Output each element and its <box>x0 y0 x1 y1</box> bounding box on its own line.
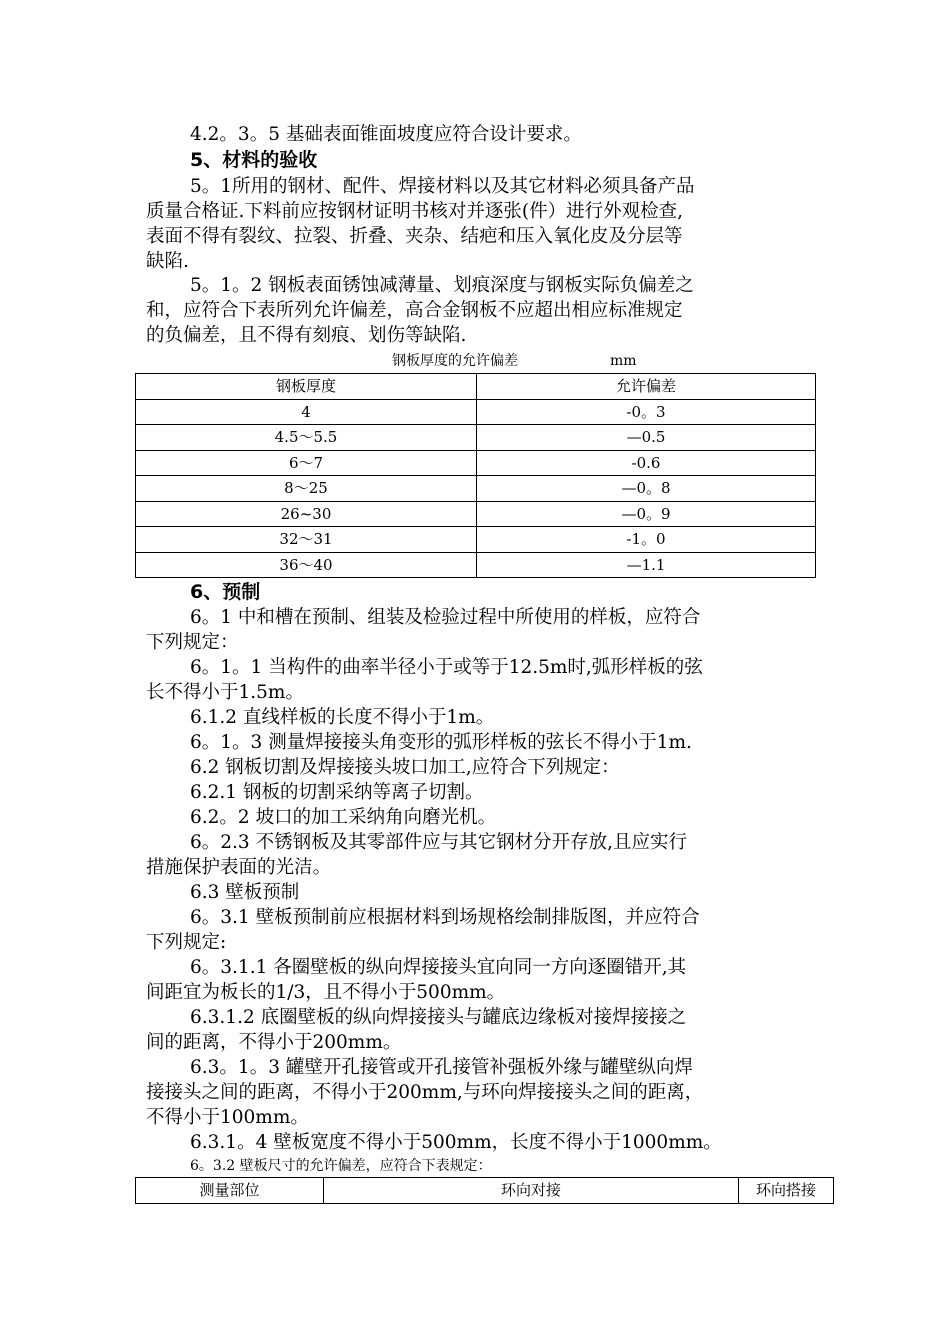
table-cell: 8～25 <box>136 476 477 502</box>
table-row <box>136 476 816 502</box>
table-cell: 32～31 <box>136 527 477 553</box>
table-cell: 26~30 <box>136 501 477 527</box>
para-6-3-1-2-line1: 6.3.1.2 底圈壁板的纵向焊接接头与罐底边缘板对接焊接接之 <box>190 1007 687 1028</box>
para-6-2-1: 6.2.1 钢板的切割采纳等离子切割。 <box>190 782 484 803</box>
table-row <box>136 552 816 578</box>
table-steel-plate-tolerance <box>135 373 816 578</box>
para-6-3-1-1-line1: 6。3.1.1 各圈壁板的纵向焊接接头宜向同一方向逐圈错开,其 <box>190 957 687 978</box>
table-cell: 4.5～5.5 <box>136 425 477 451</box>
para-6-1-2: 6.1.2 直线样板的长度不得小于1m。 <box>190 707 495 728</box>
para-4-2-3-5: 4.2。3。5 基础表面锥面坡度应符合设计要求。 <box>190 124 582 145</box>
table-header-cell: 允许偏差 <box>477 374 816 400</box>
para-6-3-1-3-line1: 6.3。1。3 罐壁开孔接管或开孔接管补强板外缘与罐壁纵向焊 <box>190 1057 693 1078</box>
para-6-1-3: 6。1。3 测量焊接接头角变形的弧形样板的弦长不得小于1m. <box>190 732 692 753</box>
table-cell: -0.6 <box>477 450 816 476</box>
para-6-3-1-2-line2: 间的距离，不得小于200mm。 <box>146 1032 402 1053</box>
table-header-cell: 环向搭接 <box>739 1178 834 1204</box>
table-header-row <box>136 374 816 400</box>
table-cell: —1.1 <box>477 552 816 578</box>
para-6-3-1-1-line2: 间距宜为板长的1/3，且不得小于500mm。 <box>146 982 506 1003</box>
para-6-3-1-line2: 下列规定: <box>146 932 227 953</box>
table-header-cell: 钢板厚度 <box>136 374 477 400</box>
para-6-3-1-3-line2: 接接头之间的距离，不得小于200mm,与环向焊接接头之间的距离， <box>146 1082 704 1103</box>
table-cell: —0。8 <box>477 476 816 502</box>
table-cell: 4 <box>136 399 477 425</box>
para-6-3-1-3-line3: 不得小于100mm。 <box>146 1107 309 1128</box>
table-cell: 6～7 <box>136 450 477 476</box>
table-cell: —0。9 <box>477 501 816 527</box>
para-5-1-line3: 表面不得有裂纹、拉裂、折叠、夹杂、结疤和压入氧化皮及分层等 <box>146 226 683 247</box>
table1-unit: mm <box>610 353 637 369</box>
para-5-1-line4: 缺陷. <box>146 251 189 272</box>
table-row <box>136 501 816 527</box>
heading-section-6: 6、预制 <box>190 581 261 603</box>
para-6-2: 6.2 钢板切割及焊接接头坡口加工,应符合下列规定： <box>190 757 620 778</box>
table-row <box>136 527 816 553</box>
table-row <box>136 425 816 451</box>
table-cell: -1。0 <box>477 527 816 553</box>
para-6-3-1-4: 6.3.1。4 壁板宽度不得小于500mm，长度不得小于1000mm。 <box>190 1132 722 1153</box>
heading-section-5: 5、材料的验收 <box>190 149 318 171</box>
para-6-2-3-line2: 措施保护表面的光洁。 <box>146 857 332 878</box>
para-5-1-2-line1: 5。1。2 钢板表面锈蚀减薄量、划痕深度与钢板实际负偏差之 <box>190 275 694 296</box>
table-cell: 36～40 <box>136 552 477 578</box>
table-header-row <box>136 1178 834 1204</box>
para-5-1-line2: 质量合格证.下料前应按钢材证明书核对并逐张(件）进行外观检查, <box>146 201 683 222</box>
para-6-1-1-line1: 6。1。1 当构件的曲率半径小于或等于12.5m时,弧形样板的弦 <box>190 657 703 678</box>
table2-caption: 6。3.2 壁板尺寸的允许偏差，应符合下表规定： <box>190 1158 492 1174</box>
para-5-1-2-line2: 和，应符合下表所列允许偏差，高合金钢板不应超出相应标准规定 <box>146 300 683 321</box>
table-cell: —0.5 <box>477 425 816 451</box>
para-6-2-3-line1: 6。2.3 不锈钢板及其零部件应与其它钢材分开存放,且应实行 <box>190 832 687 853</box>
para-6-1-line1: 6。1 中和槽在预制、组装及检验过程中所使用的样板，应符合 <box>190 607 701 628</box>
table1-caption: 钢板厚度的允许偏差 <box>392 353 518 369</box>
table-row <box>136 399 816 425</box>
table-header-cell: 环向对接 <box>324 1178 739 1204</box>
para-5-1-2-line3: 的负偏差，且不得有刻痕、划伤等缺陷. <box>146 325 467 346</box>
para-6-3: 6.3 壁板预制 <box>190 882 300 903</box>
table-cell: -0。3 <box>477 399 816 425</box>
para-6-1-line2: 下列规定： <box>146 632 239 653</box>
table-header-cell: 测量部位 <box>136 1178 324 1204</box>
para-6-2-2: 6.2。2 坡口的加工采纳角向磨光机。 <box>190 807 497 828</box>
table-wall-plate-tolerance <box>135 1177 834 1204</box>
table-row <box>136 450 816 476</box>
para-6-1-1-line2: 长不得小于1.5m。 <box>146 682 304 703</box>
para-5-1-line1: 5。1所用的钢材、配件、焊接材料以及其它材料必须具备产品 <box>190 176 695 197</box>
para-6-3-1-line1: 6。3.1 壁板预制前应根据材料到场规格绘制排版图，并应符合 <box>190 907 700 928</box>
